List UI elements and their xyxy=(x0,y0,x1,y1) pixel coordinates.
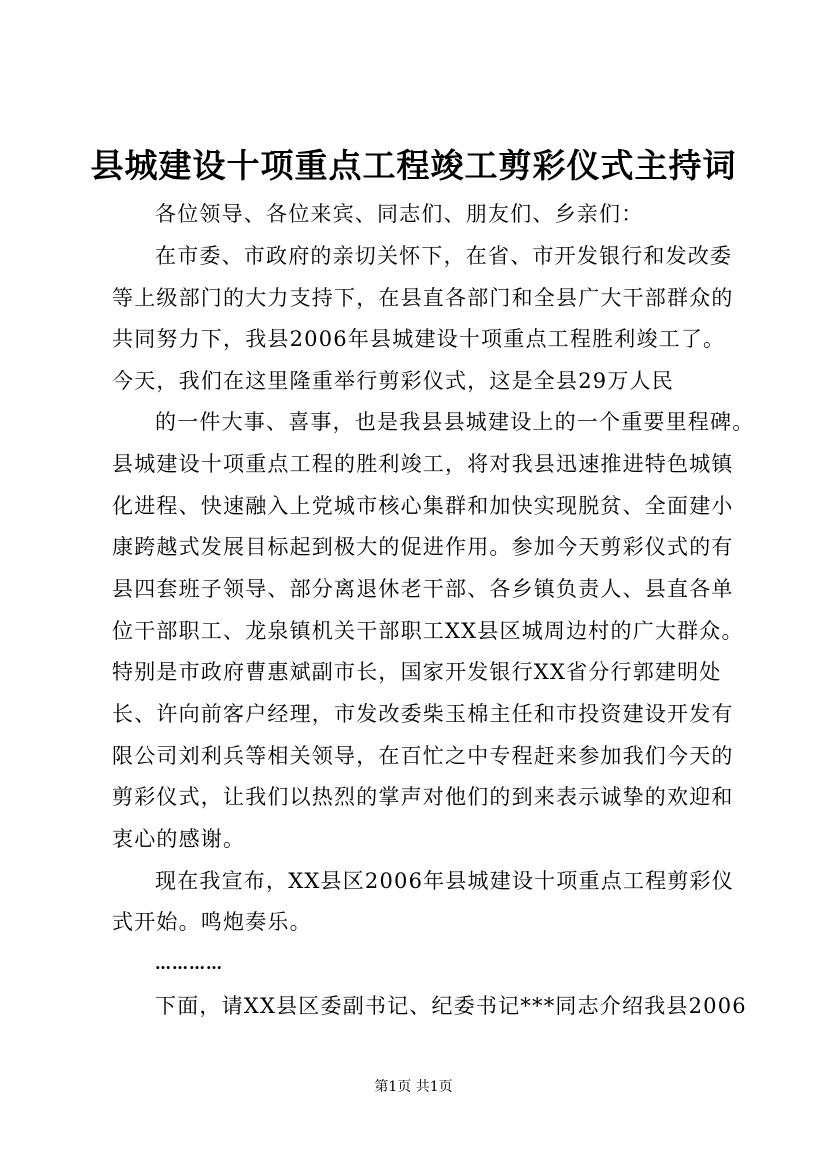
salutation-line: 各位领导、各位来宾、同志们、朋友们、乡亲们： xyxy=(155,202,644,226)
paragraph-line: 今天，我们在这里隆重举行剪彩仪式，这是全县29万人民 xyxy=(112,369,674,393)
paragraph-line: 县城建设十项重点工程的胜利竣工，将对我县迅速推进特色城镇 xyxy=(112,452,734,476)
paragraph-line: 的一件大事、喜事，也是我县县城建设上的一个重要里程碑。 xyxy=(155,410,755,434)
paragraph-line: 康跨越式发展目标起到极大的促进作用。参加今天剪彩仪式的有 xyxy=(112,535,734,559)
paragraph-line: 长、许向前客户经理，市发改委柴玉棉主任和市投资建设开发有 xyxy=(112,702,734,726)
paragraph-line: 共同努力下，我县2006年县城建设十项重点工程胜利竣工了。 xyxy=(112,327,726,351)
paragraph-line: 衷心的感谢。 xyxy=(112,827,246,851)
page-footer: 第1页 共1页 xyxy=(374,1079,453,1095)
paragraph-line: 现在我宣布，XX县区2006年县城建设十项重点工程剪彩仪 xyxy=(155,869,734,893)
paragraph-line: 位干部职工、龙泉镇机关干部职工XX县区城周边村的广大群众。 xyxy=(112,619,744,643)
document-title: 县城建设十项重点工程竣工剪彩仪式主持词 xyxy=(90,146,737,185)
paragraph-line: 在市委、市政府的亲切关怀下，在省、市开发银行和发改委 xyxy=(155,244,733,268)
paragraph-line: 限公司刘利兵等相关领导，在百忙之中专程赶来参加我们今天的 xyxy=(112,744,734,768)
paragraph-line: 等上级部门的大力支持下，在县直各部门和全县广大干部群众的 xyxy=(112,286,734,310)
paragraph-line: 下面，请XX县区委副书记、纪委书记***同志介绍我县2006 xyxy=(155,994,747,1018)
paragraph-line: 式开始。鸣炮奏乐。 xyxy=(112,910,312,934)
ellipsis-line: ………… xyxy=(155,954,223,973)
paragraph-line: 特别是市政府曹惠斌副市长，国家开发银行XX省分行郭建明处 xyxy=(112,660,722,684)
paragraph-line: 剪彩仪式，让我们以热烈的掌声对他们的到来表示诚挚的欢迎和 xyxy=(112,785,734,809)
paragraph-line: 县四套班子领导、部分离退休老干部、各乡镇负责人、县直各单 xyxy=(112,577,734,601)
paragraph-line: 化进程、快速融入上党城市核心集群和加快实现脱贫、全面建小 xyxy=(112,494,734,518)
